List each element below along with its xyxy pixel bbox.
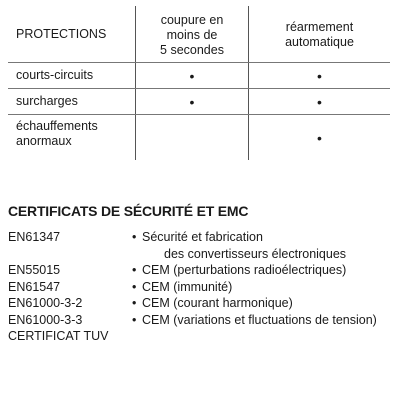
header-protections: PROTECTIONS (16, 26, 107, 41)
bullet-icon: • (132, 296, 137, 310)
certificate-description: • CEM (perturbations radioélectriques) (132, 263, 347, 277)
header-cutoff-line: 5 secondes (160, 42, 224, 57)
table-row (8, 63, 390, 88)
list-item (8, 229, 400, 262)
row-mark-reset: • (248, 89, 390, 114)
header-cutoff-line: moins de (166, 27, 218, 42)
bullet-icon: • (132, 279, 137, 294)
table-row (8, 115, 390, 160)
certificate-description: • CEM (courant harmonique) (132, 296, 293, 310)
header-cutoff (135, 6, 248, 62)
row-label: courts-circuits (16, 68, 94, 82)
row-label (8, 115, 135, 160)
row-label-line: échauffements (16, 119, 98, 133)
certificate-code: EN61000-3-3 (8, 312, 83, 327)
bullet-icon: • (132, 312, 137, 327)
certificate-description-line: des convertisseurs électroniques (164, 246, 347, 261)
certificates-title: CERTIFICATS DE SÉCURITÉ ET EMC (8, 203, 249, 219)
header-auto-reset-line: réarmement (285, 20, 354, 34)
protections-table (8, 6, 390, 160)
row-mark-cutoff: • (135, 63, 248, 88)
header-auto-reset-line: automatique (285, 35, 354, 49)
list-item (8, 328, 400, 345)
row-mark-reset: • (248, 63, 390, 88)
header-auto-reset (248, 6, 390, 62)
row-label-line: anormaux (16, 134, 72, 148)
bullet-icon: • (132, 263, 137, 277)
certificate-code: EN61347 (8, 230, 61, 244)
row-mark-reset: • (248, 115, 390, 160)
certificate-code: EN61000-3-2 (8, 296, 83, 310)
certificate-code: EN55015 (8, 263, 61, 277)
list-item (8, 312, 400, 329)
bullet-icon: • (132, 230, 137, 244)
list-item (8, 295, 400, 312)
header-cutoff-line: coupure en (160, 12, 224, 27)
certificates-list (8, 229, 400, 345)
row-mark-cutoff (135, 115, 248, 160)
certificate-description: • Sécurité et fabrication des convertisseurs électroniques (132, 230, 347, 261)
table-header-row (8, 6, 390, 62)
certificate-code: CERTIFICAT TUV (8, 329, 109, 343)
certificate-code: EN61547 (8, 279, 61, 294)
list-item (8, 279, 400, 296)
certificate-description: • CEM (variations et fluctuations de tension) (132, 312, 377, 327)
certificate-description: • CEM (immunité) (132, 279, 233, 294)
row-mark-cutoff: • (135, 89, 248, 114)
row-label: surcharges (16, 94, 78, 108)
table-row (8, 89, 390, 114)
list-item (8, 262, 400, 279)
